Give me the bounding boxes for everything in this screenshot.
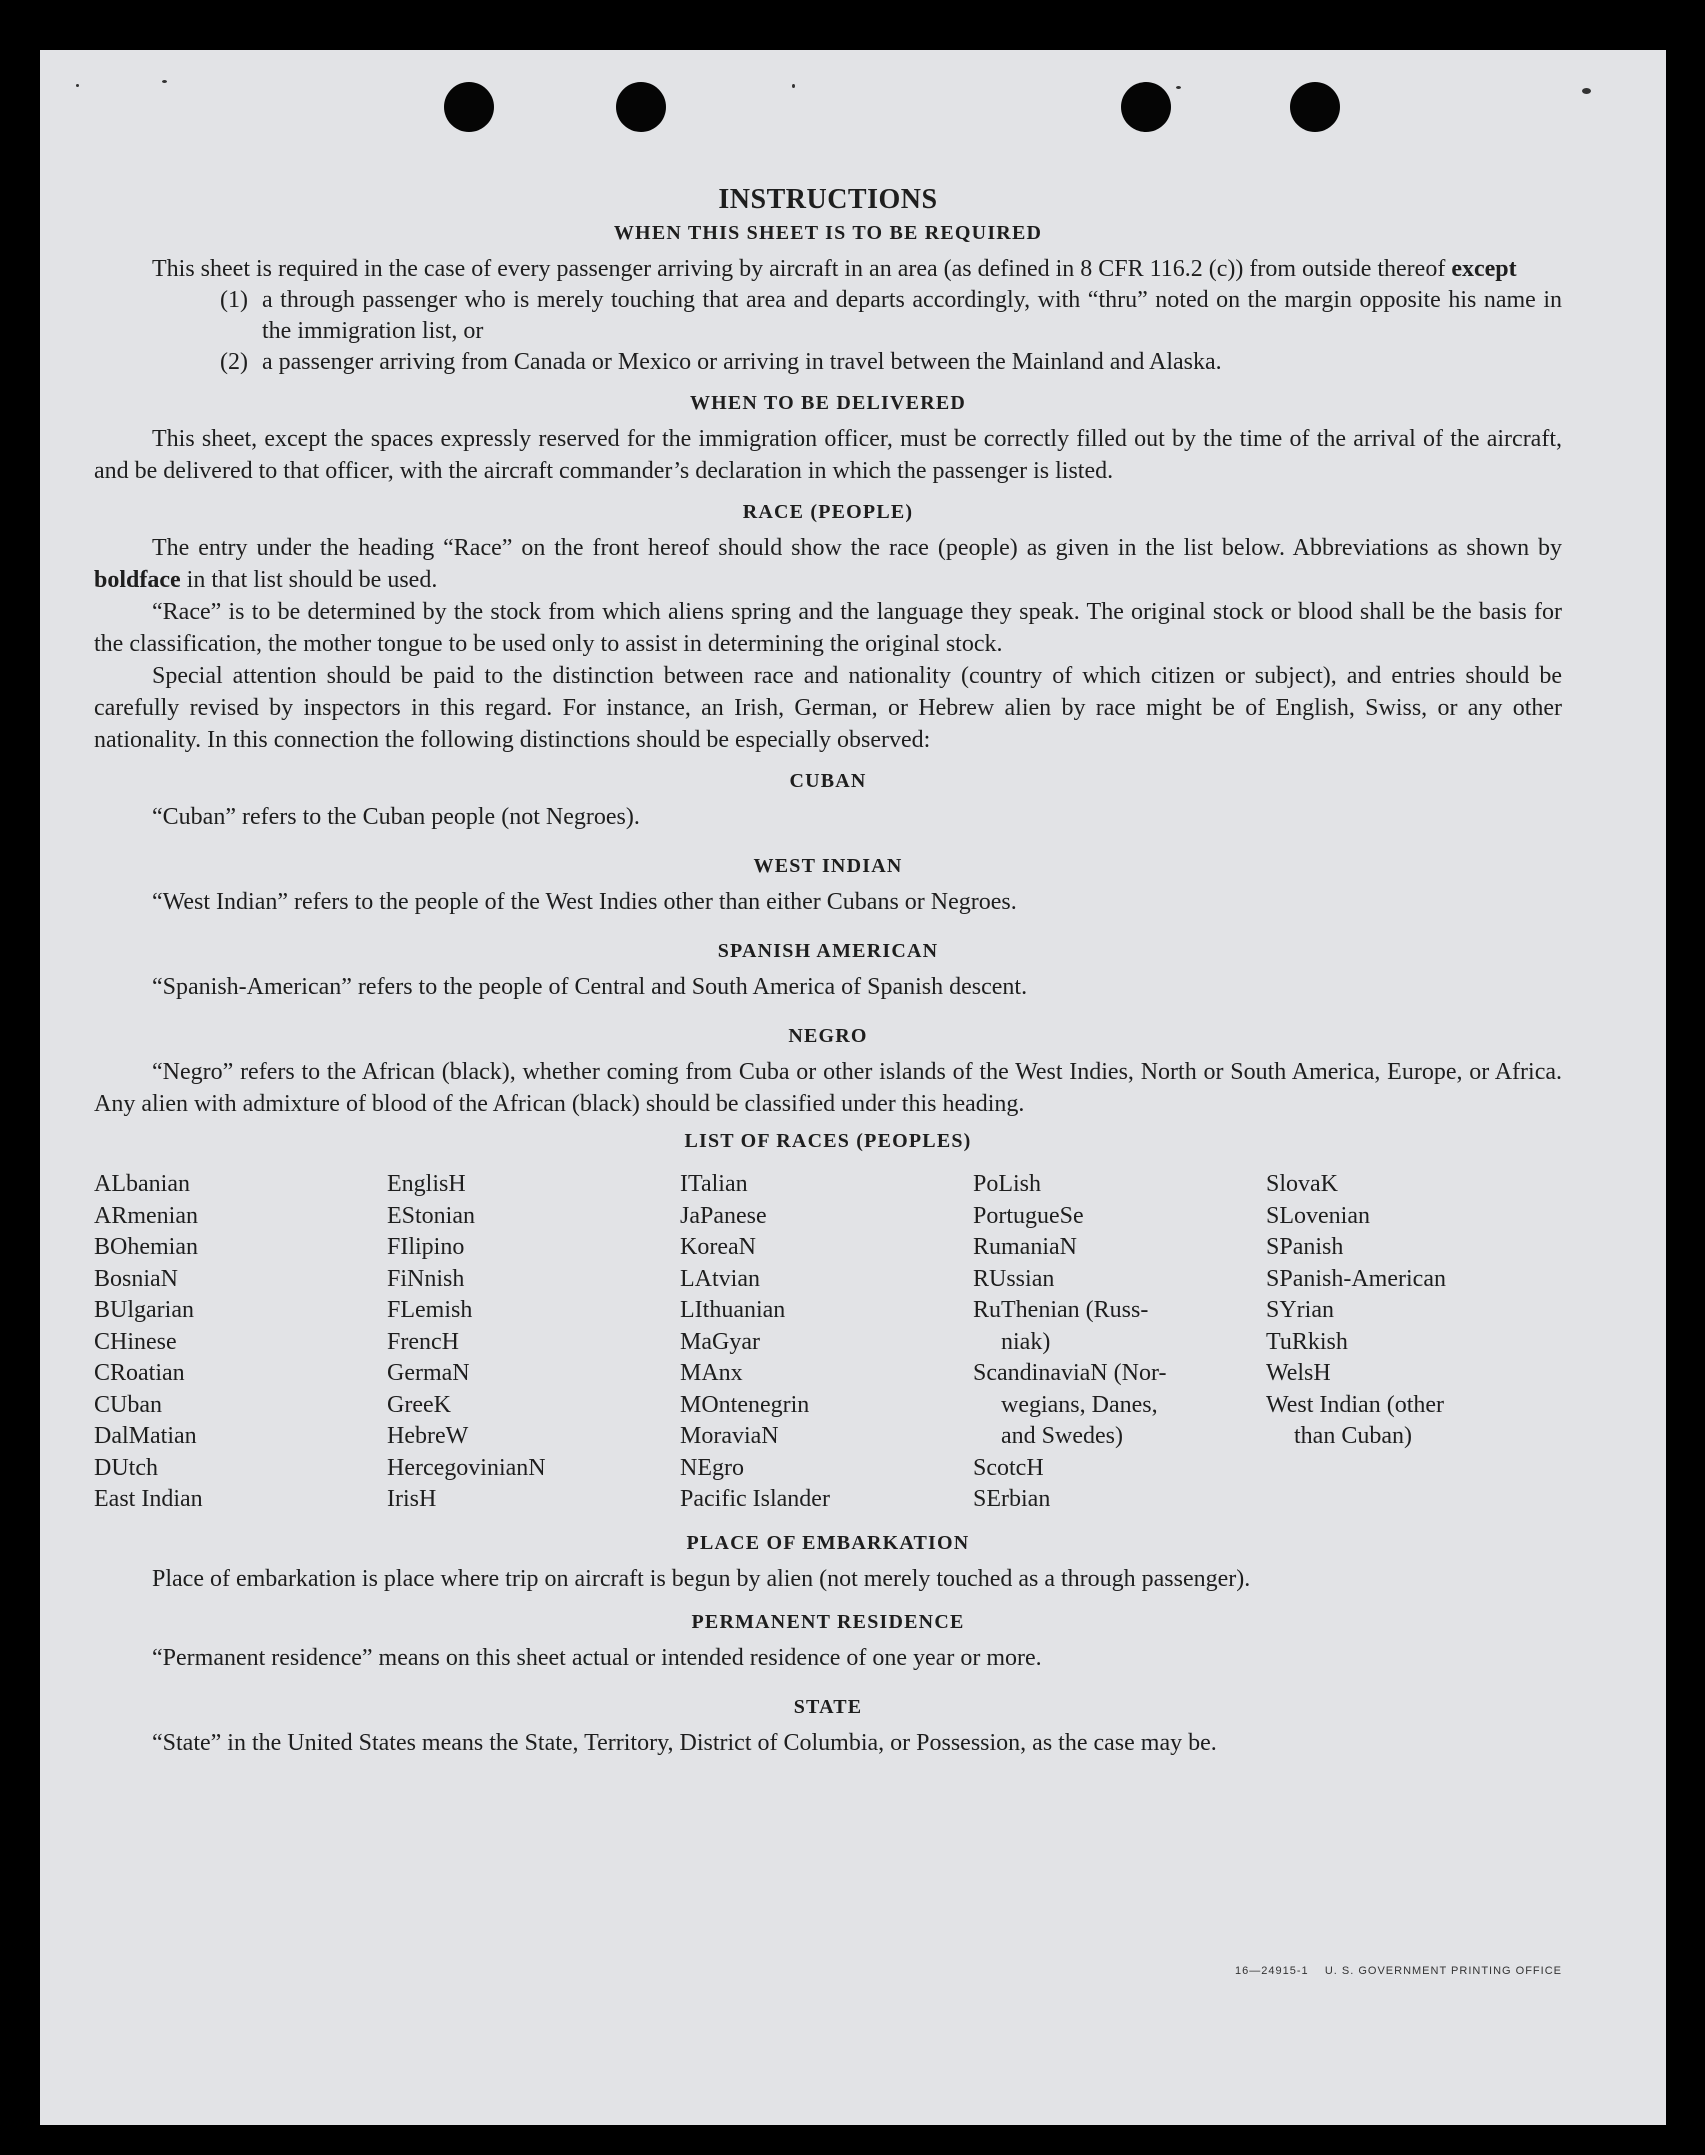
race-entry: EnglisH <box>387 1171 466 1197</box>
race-entry: MOntenegrin <box>680 1391 810 1418</box>
race-entry: TuRkish <box>1266 1328 1348 1355</box>
race-entry: WelsH <box>1266 1360 1331 1386</box>
race-entry: MAnx <box>680 1360 743 1386</box>
heading-negro: NEGRO <box>788 1025 868 1047</box>
race-entry-continued: than Cuban) <box>1294 1423 1412 1449</box>
race-entry: RumaniaN <box>973 1234 1077 1260</box>
embarkation-text: Place of embarkation is place where trip on aircraft is begun by alien (not merely touched as a through passenger). <box>152 1565 1251 1592</box>
race-entry: FiNnish <box>387 1265 465 1292</box>
race-paragraph-2: “Race” is to be determined by the stock from which aliens spring and the language they speak. The original stock or blood shall be the basis for the classification, the mother tongue to be used only to assist in determining the original stock. <box>94 599 1562 657</box>
heading-race: RACE (PEOPLE) <box>742 501 914 523</box>
race-entry: PoLish <box>973 1171 1042 1197</box>
race-entry: BUlgarian <box>94 1297 194 1323</box>
paper-speck <box>792 84 795 88</box>
race-entry: DalMatian <box>94 1423 197 1449</box>
race-entry: ScotcH <box>973 1454 1044 1481</box>
document-sheet <box>40 50 1666 2125</box>
west-indian-text: “West Indian” refers to the people of the West Indies other than either Cubans or Negroes. <box>152 889 1017 915</box>
race-paragraph-1: The entry under the heading “Race” on the front hereof should show the race (people) as given in the list below. Abbreviations as shown by boldface in that list should be used. <box>94 535 1562 593</box>
form-footer: 16—24915-1 U. S. GOVERNMENT PRINTING OFFICE <box>1235 1965 1562 1977</box>
race-entry: IrisH <box>387 1486 437 1512</box>
instructions-content <box>94 184 1562 1759</box>
page-title: INSTRUCTIONS <box>718 184 938 215</box>
races-column-2 <box>387 1169 680 1516</box>
race-entry-continued: niak) <box>1001 1328 1051 1355</box>
race-entry: MoraviaN <box>680 1423 779 1449</box>
race-entry: ITalian <box>680 1171 748 1197</box>
heading-west-indian: WEST INDIAN <box>753 855 903 877</box>
race-entry: KoreaN <box>680 1234 756 1260</box>
races-list <box>94 1169 1562 1516</box>
race-entry: West Indian (other <box>1266 1391 1445 1418</box>
negro-text: “Negro” refers to the African (black), whether coming from Cuba or other islands of the West Indies, North or South America, Europe, or Africa. Any alien with admixture of blood of the African (black) should be classified under this heading. <box>94 1059 1562 1117</box>
race-entry: CHinese <box>94 1328 177 1355</box>
heading-place-of-embarkation: PLACE OF EMBARKATION <box>686 1531 970 1554</box>
heading-when-delivered: WHEN TO BE DELIVERED <box>689 392 967 414</box>
races-column-5 <box>1266 1169 1559 1516</box>
delivered-text: This sheet, except the spaces expressly reserved for the immigration officer, must be correctly filled out by the time of the arrival of the aircraft, and be delivered to that officer, with the aircraft commander’s declaration in which the passenger is listed. <box>94 426 1562 484</box>
race-entry: SlovaK <box>1266 1171 1338 1197</box>
heading-list-of-races: LIST OF RACES (PEOPLES) <box>684 1130 972 1152</box>
races-column-1 <box>94 1169 387 1516</box>
race-entry: HebreW <box>387 1423 469 1449</box>
exception-item-1: (1) a through passenger who is merely touching that area and departs accordingly, with “thru” noted on the margin opposite his name in the immigration list, or <box>220 287 1562 344</box>
race-entry: Pacific Islander <box>680 1486 830 1512</box>
race-entry: SErbian <box>973 1486 1051 1512</box>
exception-item-2: (2) a passenger arriving from Canada or Mexico or arriving in travel between the Mainland and Alaska. <box>220 349 1222 375</box>
residence-text: “Permanent residence” means on this sheet actual or intended residence of one year or more. <box>152 1644 1042 1671</box>
paper-speck <box>162 80 167 83</box>
heading-cuban: CUBAN <box>789 770 867 792</box>
race-entry: FIlipino <box>387 1234 465 1260</box>
binder-hole <box>616 82 666 132</box>
race-entry: ALbanian <box>94 1171 190 1197</box>
race-entry: East Indian <box>94 1486 203 1512</box>
race-entry: GermaN <box>387 1360 470 1386</box>
race-entry: NEgro <box>680 1454 744 1481</box>
race-entry: FrencH <box>387 1328 459 1355</box>
binder-hole <box>444 82 494 132</box>
races-column-4 <box>973 1169 1266 1516</box>
race-entry: EStonian <box>387 1202 475 1229</box>
race-entry: PortugueSe <box>973 1202 1084 1229</box>
race-entry: SLovenian <box>1266 1202 1370 1229</box>
race-entry: SPanish <box>1266 1234 1344 1260</box>
race-entry: BOhemian <box>94 1234 198 1260</box>
race-entry: SYrian <box>1266 1297 1334 1323</box>
races-column-3 <box>680 1169 973 1516</box>
heading-state: STATE <box>793 1695 863 1718</box>
heading-spanish-american: SPANISH AMERICAN <box>717 940 939 962</box>
race-entry-continued: wegians, Danes, <box>1001 1391 1158 1418</box>
race-entry: HercegovinianN <box>387 1454 546 1481</box>
heading-permanent-residence: PERMANENT RESIDENCE <box>691 1610 965 1633</box>
race-entry: RuThenian (Russ- <box>973 1297 1149 1323</box>
binder-hole <box>1121 82 1171 132</box>
race-entry: LIthuanian <box>680 1297 786 1323</box>
race-entry: SPanish-American <box>1266 1265 1446 1292</box>
race-entry: LAtvian <box>680 1265 760 1292</box>
race-entry: ARmenian <box>94 1202 198 1229</box>
race-entry: FLemish <box>387 1297 473 1323</box>
race-entry: MaGyar <box>680 1328 760 1355</box>
cuban-text: “Cuban” refers to the Cuban people (not Negroes). <box>152 804 640 830</box>
binder-hole <box>1290 82 1340 132</box>
spanish-american-text: “Spanish-American” refers to the people of Central and South America of Spanish descent. <box>152 974 1028 1000</box>
race-entry: DUtch <box>94 1454 158 1481</box>
race-entry: BosniaN <box>94 1265 178 1292</box>
paper-speck <box>1176 86 1181 89</box>
race-entry-continued: and Swedes) <box>1001 1423 1123 1449</box>
race-paragraph-3: Special attention should be paid to the distinction between race and nationality (country of which citizen or subject), and entries should be carefully revised by inspectors in this regard. For instance, an Irish, German, or Hebrew alien by race might be of English, Swiss, or any other nationality. In this connection the following distinctions should be especially observed: <box>94 663 1562 753</box>
required-intro: This sheet is required in the case of every passenger arriving by aircraft in an area (as defined in 8 CFR 116.2 (c)) from outside thereof except <box>152 256 1517 282</box>
race-entry: CUban <box>94 1391 162 1418</box>
race-entry: GreeK <box>387 1391 451 1418</box>
race-entry: RUssian <box>973 1265 1055 1292</box>
heading-when-required: WHEN THIS SHEET IS TO BE REQUIRED <box>613 222 1043 244</box>
race-entry: ScandinaviaN (Nor- <box>973 1360 1167 1386</box>
race-entry: CRoatian <box>94 1360 185 1386</box>
paper-speck <box>1582 88 1591 94</box>
state-text: “State” in the United States means the State, Territory, District of Columbia, or Possession, as the case may be. <box>152 1729 1217 1756</box>
race-entry: JaPanese <box>680 1202 767 1229</box>
paper-speck <box>76 84 79 87</box>
